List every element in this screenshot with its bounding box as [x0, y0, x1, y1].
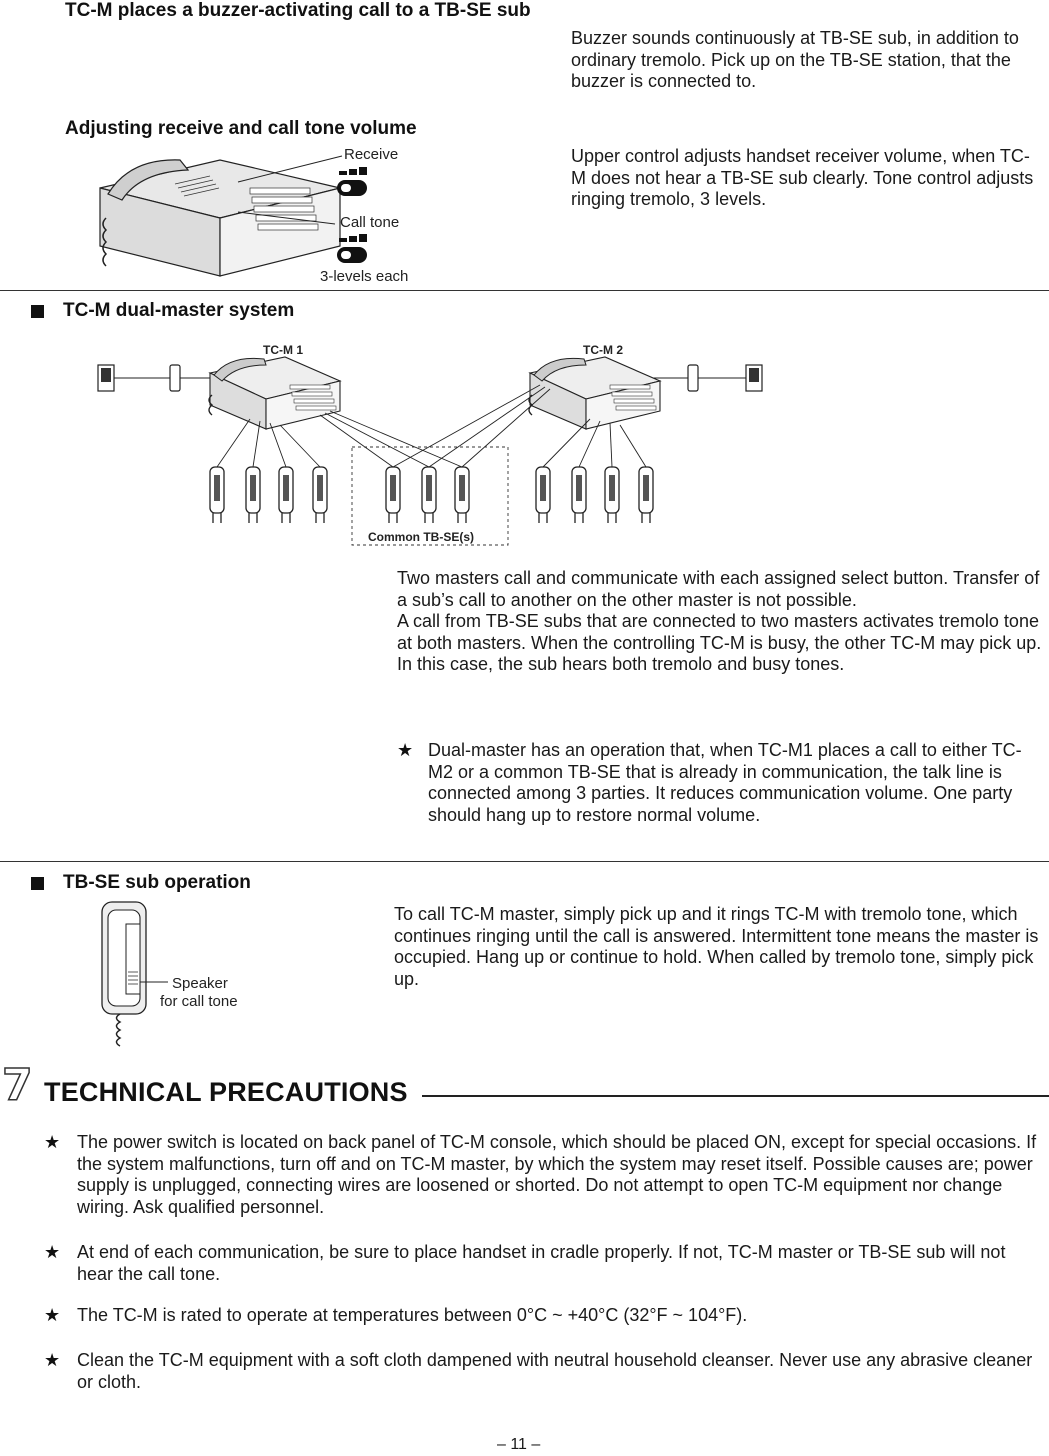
- label-receive: Receive: [344, 146, 399, 163]
- volume-description: Upper control adjusts handset receiver volume, when TC-M does not hear a TB-SE sub clearly. Tone control adjusts ringing tremolo, 3 levels.: [571, 146, 1034, 209]
- dual-master-note: Dual-master has an operation that, when TC-M1 places a call to either TC-M2 or a common TB-SE that is already in communication, the talk line is connected among 3 parties. It reduces communication volume. One party should hang up to restore normal volume.: [428, 740, 1022, 825]
- divider-1: [0, 290, 1049, 291]
- precautions-heading: TECHNICAL PRECAUTIONS: [44, 1077, 408, 1107]
- dual-master-diagram: [90, 355, 790, 555]
- call-tone-switch: [337, 234, 367, 263]
- divider-2: [0, 861, 1049, 862]
- label-tcm2: TC-M 2: [583, 343, 623, 357]
- section-heading-tbse: TB-SE sub operation: [63, 872, 251, 893]
- precaution-item: The power switch is located on back panel of TC-M console, which should be placed ON, except for special occasions. If the system malfunctions, turn off and on TC-M master, by which the system may reset itself. Possible causes are; power supply is unplugged, connecting wires are loosened or shorted. Do not attempt to open TC-M equipment nor change wiring. Ask qualified personnel.: [77, 1132, 1037, 1217]
- square-bullet-icon: [31, 305, 44, 318]
- precaution-item: Clean the TC-M equipment with a soft cloth dampened with neutral household cleanser. Never use any abrasive cleaner or cloth.: [77, 1350, 1033, 1392]
- star-bullet-icon: ★: [44, 1132, 61, 1152]
- section-heading-buzzer-call: TC-M places a buzzer-activating call to a TB-SE sub: [65, 0, 531, 21]
- section-heading-volume: Adjusting receive and call tone volume: [65, 118, 417, 139]
- dual-master-para-2: A call from TB-SE subs that are connected to two masters activates tremolo tone at both masters. When the controlling TC-M is busy, the other TC-M may pick up. In this case, the sub hears both tremolo and busy tones.: [397, 611, 1042, 674]
- label-common-tbse: Common TB-SE(s): [368, 530, 474, 544]
- star-bullet-icon: ★: [44, 1242, 61, 1262]
- buzzer-call-description: Buzzer sounds continuously at TB-SE sub, in addition to ordinary tremolo. Pick up on the TB-SE station, that the buzzer is connected to.: [571, 28, 1019, 91]
- dual-master-para-1: Two masters call and communicate with each assigned select button. Transfer of a sub’s call to another on the other master is not possible.: [397, 568, 1040, 610]
- square-bullet-icon: [31, 877, 44, 890]
- precaution-item: The TC-M is rated to operate at temperatures between 0°C ~ +40°C (32°F ~ 104°F).: [77, 1305, 748, 1325]
- page-number: – 11 –: [497, 1436, 541, 1453]
- star-bullet-icon: ★: [397, 740, 414, 760]
- section-heading-dual-master: TC-M dual-master system: [63, 300, 295, 321]
- label-three-levels: 3-levels each: [320, 268, 409, 285]
- label-speaker: Speaker: [172, 975, 228, 992]
- tcm-console-illustration: [70, 148, 350, 288]
- dual-master-description: [397, 568, 1047, 676]
- label-tcm1: TC-M 1: [263, 343, 303, 357]
- star-bullet-icon: ★: [44, 1350, 61, 1370]
- label-call-tone: Call tone: [340, 214, 400, 231]
- star-bullet-icon: ★: [44, 1305, 61, 1325]
- precautions-heading-rule: [422, 1095, 1049, 1097]
- precaution-item: At end of each communication, be sure to place handset in cradle properly. If not, TC-M master or TB-SE sub will not hear the call tone.: [77, 1242, 1006, 1284]
- section-number-icon: 7: [2, 1060, 33, 1111]
- tbse-operation-description: To call TC-M master, simply pick up and it rings TC-M with tremolo tone, which continues ringing until the call is answered. Intermittent tone means the master is occupied. Hang up or continue to hold. When called by tremolo tone, simply pick up.: [394, 904, 1039, 989]
- label-for-call-tone: for call tone: [160, 993, 238, 1010]
- tbse-sub-illustration: [100, 902, 170, 1052]
- receive-volume-switch: [337, 167, 367, 196]
